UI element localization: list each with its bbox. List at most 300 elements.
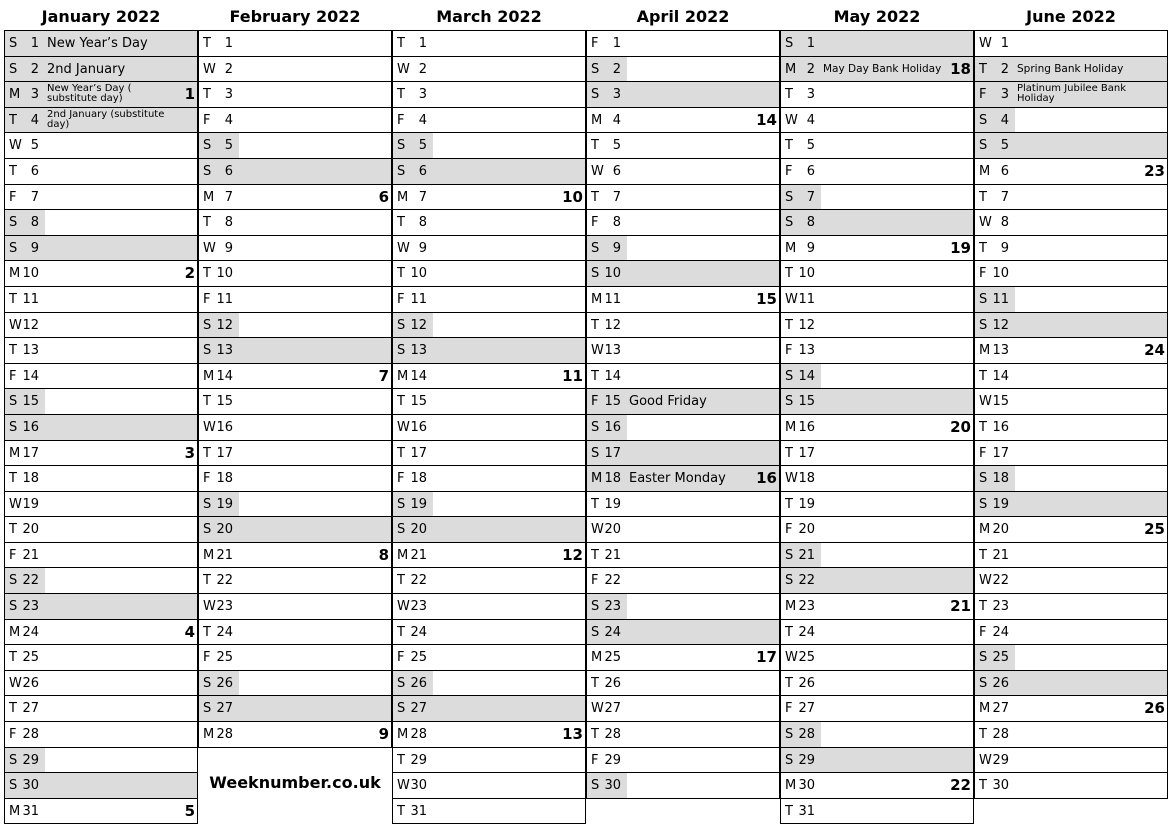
- day-row[interactable]: [199, 133, 391, 159]
- day-row[interactable]: [393, 389, 585, 415]
- day-row[interactable]: [975, 338, 1167, 364]
- day-number: 2: [806, 61, 815, 77]
- weekday-letter: S: [979, 317, 988, 333]
- day-row[interactable]: [975, 210, 1167, 236]
- day-row[interactable]: [393, 82, 585, 108]
- day-row[interactable]: [393, 133, 585, 159]
- day-row[interactable]: [199, 159, 391, 185]
- day-row[interactable]: [5, 748, 197, 774]
- day-row[interactable]: [393, 799, 585, 825]
- week-number: 9: [378, 725, 389, 744]
- day-row[interactable]: [199, 31, 391, 57]
- day-row[interactable]: [393, 159, 585, 185]
- day-row[interactable]: [781, 441, 973, 467]
- day-row[interactable]: [393, 261, 585, 287]
- weekday-letter: T: [785, 496, 793, 512]
- day-row[interactable]: [975, 645, 1167, 671]
- day-row[interactable]: [975, 466, 1167, 492]
- holiday-label: New Year’s Day: [47, 36, 148, 51]
- day-row[interactable]: [975, 568, 1167, 594]
- day-row[interactable]: [781, 517, 973, 543]
- day-row[interactable]: [975, 31, 1167, 57]
- day-row[interactable]: [199, 287, 391, 313]
- day-row[interactable]: [975, 773, 1167, 799]
- day-number: 6: [806, 163, 815, 179]
- holiday-label: Good Friday: [629, 394, 707, 410]
- day-row[interactable]: [393, 108, 585, 134]
- day-row[interactable]: [975, 671, 1167, 697]
- week-number: 3: [184, 443, 195, 462]
- day-row[interactable]: [781, 185, 973, 211]
- day-number: 25: [410, 650, 427, 666]
- day-row[interactable]: [199, 696, 391, 722]
- day-row[interactable]: [199, 441, 391, 467]
- day-row[interactable]: [587, 696, 779, 722]
- week-number: 12: [562, 545, 583, 564]
- day-row[interactable]: [781, 748, 973, 774]
- day-row[interactable]: [199, 313, 391, 339]
- day-row[interactable]: [5, 568, 197, 594]
- weekday-letter: M: [397, 368, 409, 384]
- day-row[interactable]: [781, 415, 973, 441]
- day-number: 7: [1000, 189, 1009, 205]
- day-row[interactable]: [781, 799, 973, 825]
- day-row[interactable]: [587, 620, 779, 646]
- day-number: 23: [798, 599, 815, 615]
- day-row[interactable]: [393, 594, 585, 620]
- weekday-letter: S: [397, 163, 406, 179]
- day-number: 26: [604, 675, 621, 691]
- day-row[interactable]: [199, 492, 391, 518]
- day-row[interactable]: [781, 645, 973, 671]
- weekday-letter: M: [979, 701, 991, 717]
- weekday-letter: M: [203, 368, 215, 384]
- holiday-label: 2nd January (substitute day): [47, 108, 165, 130]
- day-row[interactable]: [393, 210, 585, 236]
- day-row[interactable]: [781, 696, 973, 722]
- weekday-letter: W: [785, 650, 798, 666]
- day-row[interactable]: [199, 517, 391, 543]
- day-row[interactable]: [199, 594, 391, 620]
- day-number: 15: [604, 394, 621, 410]
- day-row[interactable]: [393, 441, 585, 467]
- day-row[interactable]: [587, 108, 779, 134]
- day-number: 2: [612, 61, 621, 77]
- day-row[interactable]: [975, 364, 1167, 390]
- day-row[interactable]: [5, 82, 197, 108]
- weekday-letter: T: [203, 573, 211, 589]
- day-row[interactable]: [199, 466, 391, 492]
- weekday-letter: S: [979, 291, 988, 307]
- day-row[interactable]: [393, 415, 585, 441]
- weekday-letter: W: [397, 778, 410, 794]
- weekday-letter: S: [9, 419, 18, 435]
- day-row[interactable]: [5, 389, 197, 415]
- day-row[interactable]: [587, 236, 779, 262]
- weekday-letter: S: [203, 522, 212, 538]
- day-row[interactable]: [5, 696, 197, 722]
- day-row[interactable]: [781, 594, 973, 620]
- day-row[interactable]: [199, 108, 391, 134]
- day-row[interactable]: [5, 287, 197, 313]
- day-row[interactable]: [587, 722, 779, 748]
- month-column: [4, 4, 198, 824]
- weekday-letter: S: [591, 240, 600, 256]
- day-number: 7: [418, 189, 427, 205]
- day-row[interactable]: [975, 313, 1167, 339]
- day-number: 19: [604, 496, 621, 512]
- day-row[interactable]: [781, 108, 973, 134]
- day-row[interactable]: [199, 722, 391, 748]
- day-row[interactable]: [199, 236, 391, 262]
- day-row[interactable]: [199, 543, 391, 569]
- day-row[interactable]: [975, 696, 1167, 722]
- weekday-letter: T: [397, 266, 405, 282]
- weekday-letter: S: [979, 471, 988, 487]
- week-number: 5: [184, 801, 195, 820]
- day-row[interactable]: [5, 31, 197, 57]
- day-row[interactable]: [587, 210, 779, 236]
- weekday-letter: T: [591, 727, 599, 743]
- site-footer[interactable]: Weeknumber.co.uk: [209, 773, 381, 792]
- day-number: 11: [992, 291, 1009, 307]
- day-row[interactable]: [587, 82, 779, 108]
- weekday-letter: S: [591, 599, 600, 615]
- day-number: 15: [798, 394, 815, 410]
- day-row[interactable]: [393, 696, 585, 722]
- day-row[interactable]: [5, 236, 197, 262]
- weekday-letter: M: [9, 266, 21, 282]
- weekday-letter: M: [785, 240, 797, 256]
- weekday-letter: T: [397, 36, 405, 51]
- weekday-letter: S: [979, 496, 988, 512]
- day-row[interactable]: [975, 748, 1167, 774]
- day-row[interactable]: [393, 773, 585, 799]
- day-row[interactable]: [975, 185, 1167, 211]
- day-row[interactable]: [393, 287, 585, 313]
- day-row[interactable]: [393, 236, 585, 262]
- day-row[interactable]: [199, 185, 391, 211]
- day-row[interactable]: [5, 364, 197, 390]
- day-number: 7: [806, 189, 815, 205]
- day-row[interactable]: [5, 108, 197, 134]
- day-row[interactable]: [393, 31, 585, 57]
- day-row[interactable]: [781, 620, 973, 646]
- day-row[interactable]: [199, 82, 391, 108]
- day-row[interactable]: [781, 389, 973, 415]
- day-row[interactable]: [587, 133, 779, 159]
- day-row[interactable]: [587, 287, 779, 313]
- day-row[interactable]: [393, 620, 585, 646]
- day-number: 4: [612, 112, 621, 128]
- day-row[interactable]: [587, 31, 779, 57]
- day-row[interactable]: [5, 313, 197, 339]
- day-number: 4: [418, 112, 427, 128]
- week-number: 26: [1144, 699, 1165, 718]
- day-row[interactable]: [781, 210, 973, 236]
- day-row[interactable]: [781, 671, 973, 697]
- day-row[interactable]: [5, 799, 197, 825]
- day-number: 17: [604, 445, 621, 461]
- week-number: 11: [562, 366, 583, 385]
- day-row[interactable]: [587, 466, 779, 492]
- day-row[interactable]: [587, 441, 779, 467]
- day-row[interactable]: [393, 645, 585, 671]
- weekday-letter: S: [397, 675, 406, 691]
- weekday-letter: F: [203, 291, 211, 307]
- weekday-letter: F: [203, 650, 211, 666]
- day-number: 6: [224, 163, 233, 179]
- day-number: 15: [22, 394, 39, 410]
- day-number: 4: [30, 112, 39, 128]
- day-row[interactable]: [975, 722, 1167, 748]
- weekday-letter: T: [785, 445, 793, 461]
- day-row[interactable]: [975, 133, 1167, 159]
- weekday-letter: S: [785, 36, 794, 51]
- day-number: 9: [806, 240, 815, 256]
- day-row[interactable]: [781, 466, 973, 492]
- day-row[interactable]: [199, 364, 391, 390]
- weekday-letter: W: [591, 522, 604, 538]
- day-row[interactable]: [587, 645, 779, 671]
- day-row[interactable]: [975, 389, 1167, 415]
- day-number: 10: [604, 266, 621, 282]
- day-row[interactable]: [393, 748, 585, 774]
- day-row[interactable]: [393, 185, 585, 211]
- day-row[interactable]: [587, 261, 779, 287]
- day-row[interactable]: [781, 31, 973, 57]
- day-row[interactable]: [393, 568, 585, 594]
- day-row[interactable]: [781, 338, 973, 364]
- day-row[interactable]: [5, 338, 197, 364]
- day-row[interactable]: [587, 159, 779, 185]
- day-row[interactable]: [781, 159, 973, 185]
- day-row[interactable]: [199, 645, 391, 671]
- weekday-letter: T: [785, 138, 793, 154]
- day-number: 19: [992, 496, 1009, 512]
- day-row[interactable]: [587, 185, 779, 211]
- weekday-letter: W: [591, 343, 604, 359]
- day-row[interactable]: [587, 748, 779, 774]
- day-row[interactable]: [781, 543, 973, 569]
- day-number: 12: [22, 317, 39, 333]
- day-row[interactable]: [5, 671, 197, 697]
- day-row[interactable]: [5, 57, 197, 83]
- day-number: 26: [410, 675, 427, 691]
- day-number: 25: [216, 650, 233, 666]
- weekday-letter: M: [9, 87, 21, 103]
- day-row[interactable]: [975, 543, 1167, 569]
- day-number: 10: [410, 266, 427, 282]
- day-row[interactable]: [199, 671, 391, 697]
- weekday-letter: S: [9, 394, 18, 410]
- month-column: [198, 4, 392, 748]
- day-row[interactable]: [587, 671, 779, 697]
- day-row[interactable]: [975, 287, 1167, 313]
- day-row[interactable]: [5, 492, 197, 518]
- day-row[interactable]: [587, 773, 779, 799]
- day-row[interactable]: [781, 236, 973, 262]
- day-number: 18: [22, 471, 39, 487]
- day-row[interactable]: [5, 210, 197, 236]
- day-row[interactable]: [5, 441, 197, 467]
- day-row[interactable]: [393, 364, 585, 390]
- month-title: January 2022: [41, 7, 161, 26]
- week-number: 22: [950, 776, 971, 795]
- day-row[interactable]: [975, 82, 1167, 108]
- day-row[interactable]: [975, 236, 1167, 262]
- day-row[interactable]: [5, 645, 197, 671]
- day-row[interactable]: [781, 133, 973, 159]
- weekday-letter: T: [979, 368, 987, 384]
- weekday-letter: F: [785, 343, 793, 359]
- day-row[interactable]: [587, 389, 779, 415]
- day-row[interactable]: [199, 389, 391, 415]
- day-row[interactable]: [5, 543, 197, 569]
- day-row[interactable]: [393, 57, 585, 83]
- weekday-letter: T: [979, 727, 987, 743]
- month-title: May 2022: [833, 7, 921, 26]
- day-row[interactable]: [975, 415, 1167, 441]
- day-row[interactable]: [5, 594, 197, 620]
- day-row[interactable]: [781, 492, 973, 518]
- weekday-letter: M: [9, 624, 21, 640]
- day-row[interactable]: [5, 185, 197, 211]
- day-row[interactable]: [587, 543, 779, 569]
- weekday-letter: S: [591, 266, 600, 282]
- day-row[interactable]: [587, 57, 779, 83]
- weekday-letter: T: [203, 394, 211, 410]
- day-row[interactable]: [199, 57, 391, 83]
- day-number: 4: [1000, 112, 1009, 128]
- weekday-letter: T: [979, 599, 987, 615]
- day-row[interactable]: [5, 466, 197, 492]
- day-row[interactable]: [781, 57, 973, 83]
- day-number: 14: [22, 368, 39, 384]
- day-row[interactable]: [393, 543, 585, 569]
- day-row[interactable]: [587, 338, 779, 364]
- weekday-letter: M: [397, 547, 409, 563]
- day-number: 8: [1000, 215, 1009, 231]
- day-row[interactable]: [781, 364, 973, 390]
- day-row[interactable]: [587, 594, 779, 620]
- weekday-letter: F: [979, 266, 987, 282]
- day-number: 6: [30, 163, 39, 179]
- day-row[interactable]: [975, 441, 1167, 467]
- day-row[interactable]: [587, 492, 779, 518]
- day-number: 17: [410, 445, 427, 461]
- day-row[interactable]: [199, 415, 391, 441]
- day-row[interactable]: [393, 722, 585, 748]
- week-number: 10: [562, 187, 583, 206]
- day-number: 10: [216, 266, 233, 282]
- day-row[interactable]: [587, 415, 779, 441]
- day-row[interactable]: [5, 620, 197, 646]
- day-row[interactable]: [975, 159, 1167, 185]
- day-row[interactable]: [199, 338, 391, 364]
- weekday-letter: M: [203, 547, 215, 563]
- day-row[interactable]: [781, 287, 973, 313]
- day-row[interactable]: [393, 671, 585, 697]
- weekday-letter: S: [9, 778, 18, 794]
- day-row[interactable]: [781, 568, 973, 594]
- day-number: 9: [612, 240, 621, 256]
- day-row[interactable]: [781, 722, 973, 748]
- day-number: 23: [410, 599, 427, 615]
- day-number: 17: [216, 445, 233, 461]
- week-number: 17: [756, 648, 777, 667]
- day-number: 26: [798, 675, 815, 691]
- day-row[interactable]: [781, 261, 973, 287]
- day-row[interactable]: [199, 568, 391, 594]
- day-row[interactable]: [199, 261, 391, 287]
- day-row[interactable]: [975, 108, 1167, 134]
- weekday-letter: M: [9, 445, 21, 461]
- day-row[interactable]: [587, 313, 779, 339]
- day-row[interactable]: [5, 261, 197, 287]
- weekday-letter: S: [397, 317, 406, 333]
- day-row[interactable]: [393, 466, 585, 492]
- weekday-letter: T: [9, 522, 17, 538]
- day-row[interactable]: [587, 517, 779, 543]
- day-row[interactable]: [393, 338, 585, 364]
- weekday-letter: S: [203, 317, 212, 333]
- weekday-letter: T: [9, 471, 17, 487]
- week-number: 6: [378, 187, 389, 206]
- weekday-letter: T: [397, 624, 405, 640]
- day-row[interactable]: [5, 722, 197, 748]
- weekday-letter: T: [397, 445, 405, 461]
- day-row[interactable]: [975, 594, 1167, 620]
- day-row[interactable]: [5, 133, 197, 159]
- day-row[interactable]: [587, 364, 779, 390]
- day-row[interactable]: [393, 492, 585, 518]
- weekday-letter: F: [203, 471, 211, 487]
- week-number: 1: [184, 85, 195, 104]
- weekday-letter: S: [785, 189, 794, 205]
- day-row[interactable]: [5, 517, 197, 543]
- day-row[interactable]: [199, 210, 391, 236]
- week-number: 13: [562, 725, 583, 744]
- day-row[interactable]: [975, 261, 1167, 287]
- day-row[interactable]: [5, 159, 197, 185]
- weekday-letter: M: [979, 522, 991, 538]
- day-row[interactable]: [975, 620, 1167, 646]
- day-row[interactable]: [975, 492, 1167, 518]
- day-row[interactable]: [781, 82, 973, 108]
- day-row[interactable]: [393, 313, 585, 339]
- day-row[interactable]: [781, 313, 973, 339]
- day-row[interactable]: [393, 517, 585, 543]
- month-column: [780, 4, 974, 824]
- day-number: 12: [604, 317, 621, 333]
- day-number: 9: [418, 240, 427, 256]
- day-row[interactable]: [5, 773, 197, 799]
- day-row[interactable]: [199, 620, 391, 646]
- day-number: 12: [798, 317, 815, 333]
- day-row[interactable]: [975, 57, 1167, 83]
- day-row[interactable]: [781, 773, 973, 799]
- day-number: 18: [410, 471, 427, 487]
- day-number: 27: [992, 701, 1009, 717]
- day-row[interactable]: [975, 517, 1167, 543]
- day-row[interactable]: [5, 415, 197, 441]
- day-row[interactable]: [587, 568, 779, 594]
- day-number: 22: [604, 573, 621, 589]
- day-number: 24: [216, 624, 233, 640]
- day-number: 29: [604, 752, 621, 768]
- week-number: 8: [378, 545, 389, 564]
